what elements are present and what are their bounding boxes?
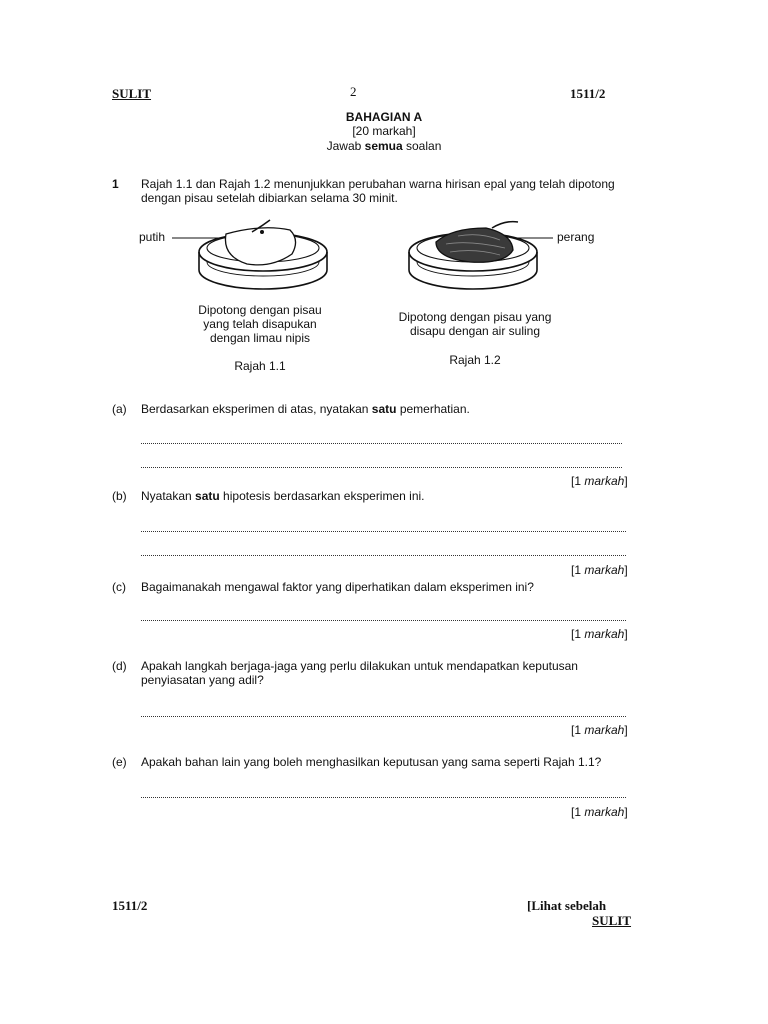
answer-line-a1[interactable]	[141, 443, 622, 444]
figure-1-1-caption	[198, 303, 321, 345]
subq-d-line1: Apakah langkah berjaga-jaga yang perlu dilakukan untuk mendapatkan keputusan	[141, 659, 578, 673]
question-number: 1	[112, 177, 119, 191]
svg-text:Dipotong dengan pisau: Dipotong dengan pisau	[198, 303, 322, 317]
marks-e: [1 markah]	[571, 805, 628, 819]
svg-text:disapu dengan air suling: disapu dengan air suling	[409, 324, 541, 338]
footer-code: 1511/2	[112, 898, 148, 913]
figure-1-1-name: Rajah 1.1	[234, 359, 286, 373]
subq-b-label: (b)	[112, 489, 127, 503]
figure-1-2-caption	[399, 310, 552, 338]
answer-line-b2[interactable]	[141, 555, 626, 556]
figure-1-2-dish	[409, 222, 553, 289]
svg-text:Dipotong dengan pisau yang: Dipotong dengan pisau yang	[398, 310, 552, 324]
footer-sulit: SULIT	[592, 913, 632, 928]
answer-line-c1[interactable]	[141, 620, 626, 621]
marks-b: [1 markah]	[571, 563, 628, 577]
answer-line-d1[interactable]	[141, 716, 626, 717]
subq-e-label: (e)	[112, 755, 127, 769]
svg-text:yang telah disapukan: yang telah disapukan	[203, 317, 317, 331]
marks-d: [1 markah]	[571, 723, 628, 737]
page-number: 2	[350, 84, 357, 99]
figure-1-2-name: Rajah 1.2	[449, 353, 501, 367]
footer-turn-over: [Lihat sebelah	[527, 898, 607, 913]
subq-d-label: (d)	[112, 659, 127, 673]
answer-line-e1[interactable]	[141, 797, 626, 798]
section-title: BAHAGIAN A	[345, 110, 423, 124]
question-stem-line2: dengan pisau setelah dibiarkan selama 30 minit.	[141, 191, 398, 205]
header-sulit: SULIT	[112, 86, 152, 101]
figure-1-1-color-label: putih	[139, 230, 166, 244]
question-stem-line1: Rajah 1.1 dan Rajah 1.2 menunjukkan perubahan warna hirisan epal yang telah dipotong	[141, 177, 615, 191]
figure-1-1-dish	[172, 220, 327, 289]
marks-a: [1 markah]	[571, 474, 628, 488]
subq-a-text: Berdasarkan eksperimen di atas, nyatakan satu pemerhatian.	[141, 402, 470, 416]
section-heading	[284, 110, 484, 154]
subq-b-text: Nyatakan satu hipotesis berdasarkan eksperimen ini.	[141, 489, 425, 503]
paper-code: 1511/2	[570, 86, 606, 101]
answer-line-a2[interactable]	[141, 467, 622, 468]
subq-a-label: (a)	[112, 402, 127, 416]
figure-1-2-color-label: perang	[557, 230, 595, 244]
section-marks: [20 markah]	[352, 124, 416, 138]
experiment-figures	[0, 210, 768, 380]
subq-c-label: (c)	[112, 580, 126, 594]
subq-c-text: Bagaimanakah mengawal faktor yang diperhatikan dalam eksperimen ini?	[141, 580, 534, 594]
marks-c: [1 markah]	[571, 627, 628, 641]
apple-slice-brown-icon	[436, 228, 513, 262]
svg-text:dengan limau nipis: dengan limau nipis	[209, 331, 311, 345]
subq-d-line2: penyiasatan yang adil?	[141, 673, 264, 687]
answer-line-b1[interactable]	[141, 531, 626, 532]
subq-e-text: Apakah bahan lain yang boleh menghasilkan keputusan yang sama seperti Rajah 1.1?	[141, 755, 602, 769]
section-instruction: Jawab semua soalan	[326, 139, 442, 153]
